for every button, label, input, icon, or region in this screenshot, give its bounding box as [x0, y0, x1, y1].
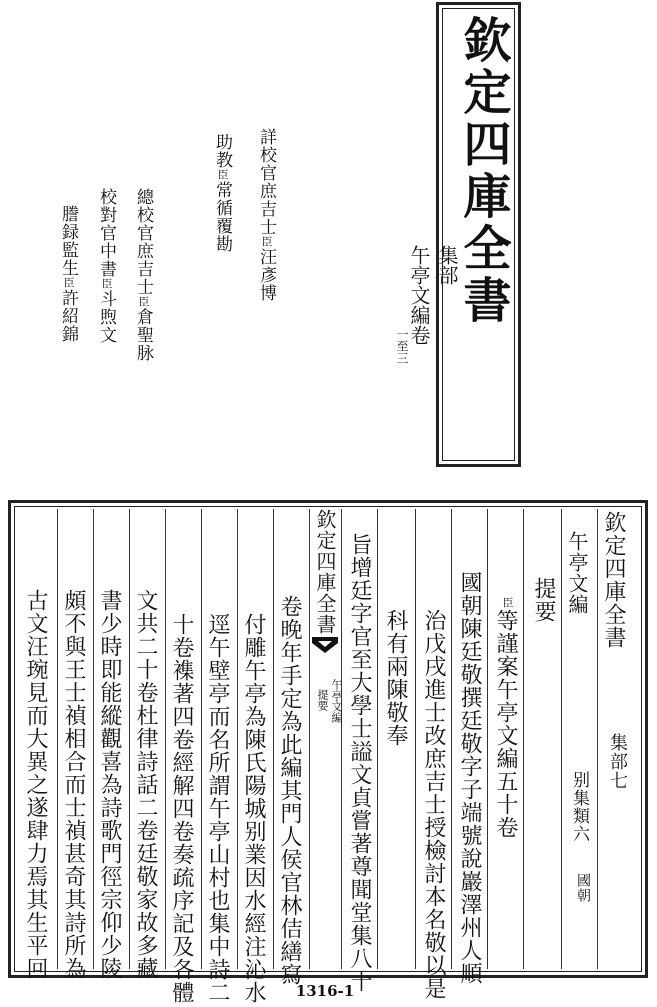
- text-column: 付雕午亭為陳氏陽城别業因水經注沁水: [241, 613, 266, 1004]
- official-name: 汪彥博: [256, 248, 276, 302]
- column-rule: [597, 509, 598, 969]
- gutter-subtitle: 提要: [316, 689, 329, 711]
- text-column: 書少時即能縱觀喜為詩歌門徑宗仰少陵: [97, 589, 122, 980]
- title-cartouche: [395, 2, 521, 467]
- volume-range: 一至三: [395, 328, 409, 364]
- book-title: 午亭文編: [565, 531, 589, 615]
- column-rule: [341, 509, 342, 969]
- official-column: [58, 205, 78, 343]
- column-rule: [415, 509, 416, 969]
- official-column: [212, 133, 232, 253]
- column-rule: [93, 509, 94, 969]
- text-column: 文共二十卷杜律詩話二卷廷敬家故多藏: [133, 589, 158, 980]
- panel-header: 欽定四庫全書: [601, 511, 626, 649]
- column-rule: [237, 509, 238, 969]
- column-rule: [57, 509, 58, 969]
- text-column: 治戊戌進士改庶吉士授檢討本名敬以是: [421, 609, 446, 1000]
- official-title: 校對官中書: [96, 188, 116, 278]
- column-rule: [273, 509, 274, 969]
- tiyao-heading: 提要: [531, 577, 556, 623]
- text-column: 國朝陳廷敬撰廷敬字子端號說巖澤州人順: [457, 571, 482, 985]
- column-rule: [129, 509, 130, 969]
- column-rule: [165, 509, 166, 969]
- official-column: [96, 188, 116, 344]
- column-rule: [451, 509, 452, 969]
- official-name: 斗煦文: [96, 290, 116, 344]
- official-name: 許紹錦: [58, 289, 78, 343]
- book-volume-title: 午亭文編卷: [407, 245, 431, 345]
- text-column: 古文汪琬見而大異之遂肆力焉其生平回: [23, 589, 48, 980]
- text-column: 逕午壁亭而名所謂午亭山村也集中詩二: [205, 613, 230, 1004]
- text-column: 卷晚年手定為此編其門人侯官林佶繕寫: [277, 595, 302, 986]
- dynasty-label: 國朝: [575, 873, 591, 903]
- column-rule: [487, 509, 488, 969]
- official-title: 總校官庶吉士: [133, 188, 153, 296]
- text-column: 等謹案午亭文編五十卷: [493, 609, 518, 839]
- text-column: 科有兩陳敬奉: [383, 609, 408, 747]
- book-series-title: 欽定四庫全書: [455, 15, 511, 327]
- text-column: 頗不與王士禎相合而士禎甚奇其詩所為: [61, 589, 86, 980]
- text-column: 旨增廷字官至大學士謚文貞嘗著尊聞堂集八十: [347, 533, 372, 993]
- category-label: 集部七: [607, 733, 628, 790]
- minister-marker: 臣: [501, 597, 514, 608]
- text-column: 十卷襍著四卷經解四卷奏疏序記及各體: [169, 613, 194, 1004]
- gutter-title: 欽定四庫全書: [313, 509, 337, 635]
- subcategory-label: 别集類六: [569, 771, 589, 843]
- official-marker: 臣: [216, 169, 229, 181]
- official-marker: 臣: [137, 296, 150, 308]
- official-title: 謄録監生: [58, 205, 78, 277]
- section-label: 集部: [435, 245, 459, 285]
- column-rule: [377, 509, 378, 969]
- column-rule: [523, 509, 524, 969]
- official-column: [256, 128, 276, 302]
- fish-tail-mark-icon: [312, 637, 338, 655]
- official-title: 助教: [212, 133, 232, 169]
- official-marker: 臣: [100, 278, 113, 290]
- page-number: 1316-1: [295, 982, 355, 1000]
- official-name: 常循覆勘: [212, 181, 232, 253]
- column-rule: [309, 509, 310, 969]
- official-title: 詳校官庶吉士: [256, 128, 276, 236]
- gutter-subtitle: 午亭文編: [330, 679, 343, 723]
- official-name: 倉聖脉: [133, 308, 153, 362]
- official-column: [133, 188, 153, 362]
- official-marker: 臣: [62, 277, 75, 289]
- column-rule: [561, 509, 562, 969]
- column-rule: [201, 509, 202, 969]
- official-marker: 臣: [260, 236, 273, 248]
